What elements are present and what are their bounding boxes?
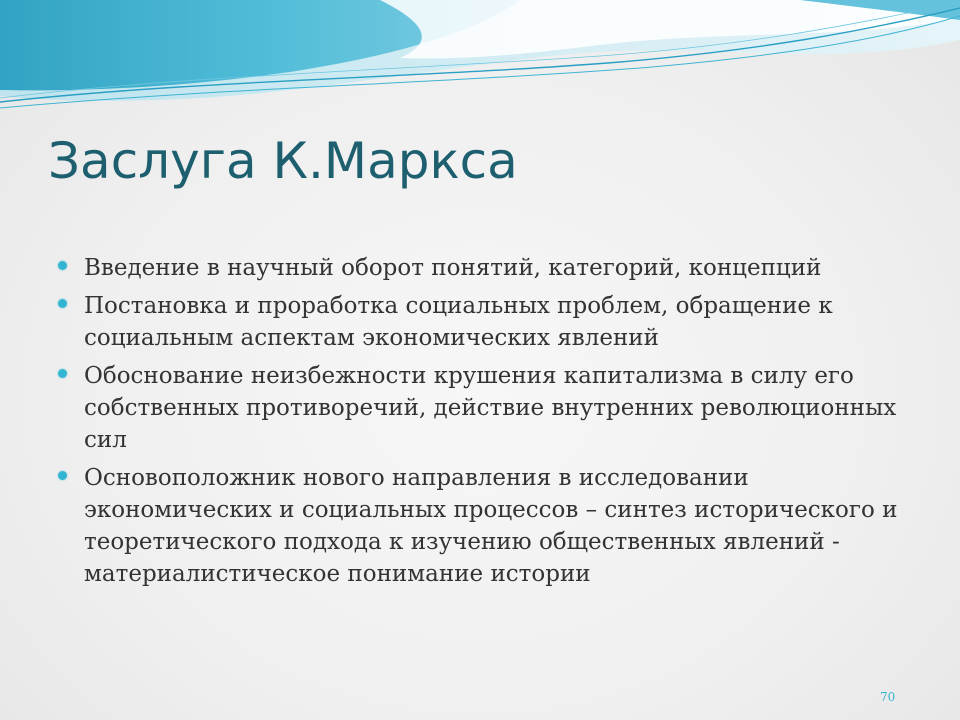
bullet-dot-icon xyxy=(58,299,67,308)
bullet-text: Основоположник нового направления в исследовании экономических и социальных процессов – синтез исторического и теоретического подхода к изучению общественных явлений - материалистическое понимание истории xyxy=(84,465,898,587)
page-number: 70 xyxy=(880,690,896,704)
bullet-list xyxy=(58,252,908,596)
bullet-item xyxy=(58,462,908,590)
bullet-dot-icon xyxy=(58,471,67,480)
bullet-dot-icon xyxy=(58,261,67,270)
bullet-text: Постановка и проработка социальных проблем, обращение к социальным аспектам экономических явлений xyxy=(84,293,833,351)
bullet-dot-icon xyxy=(58,369,67,378)
bullet-item xyxy=(58,360,908,456)
bullet-item xyxy=(58,252,908,284)
wave-decoration xyxy=(0,0,960,120)
bullet-text: Обоснование неизбежности крушения капитализма в силу его собственных противоречий, действие внутренних революционных сил xyxy=(84,363,897,453)
bullet-item xyxy=(58,290,908,354)
slide-title: Заслуга К.Маркса xyxy=(48,132,518,190)
bullet-text: Введение в научный оборот понятий, категорий, концепций xyxy=(84,255,822,281)
